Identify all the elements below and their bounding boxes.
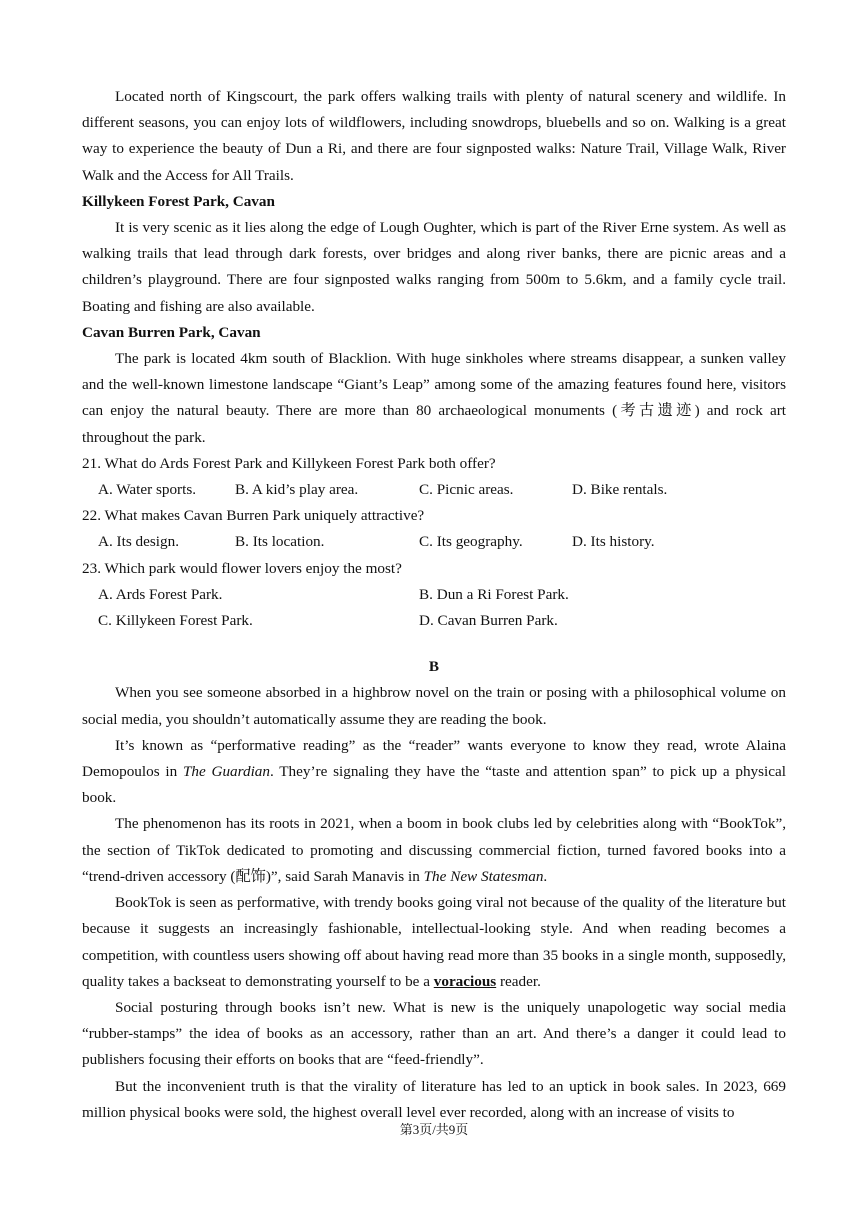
option-b: B. A kid’s play area. [235, 481, 359, 499]
option-c: C. Killykeen Forest Park. [98, 612, 253, 630]
question-21 [82, 451, 786, 503]
section-b-title: B [428, 658, 440, 676]
question-22 [82, 503, 786, 555]
question-stem: 21. What do Ards Forest Park and Killykeen Forest Park both offer? [82, 454, 496, 472]
option-a: A. Water sports. [98, 481, 197, 499]
source-guardian: The Guardian [182, 763, 270, 781]
page-number: 第3页/共9页 [399, 1122, 469, 1137]
question-stem: 23. Which park would flower lovers enjoy the most? [82, 559, 402, 577]
passage-b-paragraph-1: When you see someone absorbed in a highbrow novel on the train or posing with a philosophical volume on social media, you shouldn’t automatically assume they are reading the book. [82, 684, 786, 728]
source-new-statesman: The New Statesman [423, 867, 544, 885]
options-row [82, 582, 786, 608]
question-23 [82, 556, 786, 635]
option-a: A. Ards Forest Park. [98, 585, 223, 603]
dun-a-ri-paragraph: Located north of Kingscourt, the park offers walking trails with plenty of natural scenery and wildlife. In different seasons, you can enjoy lots of wildflowers, including snowdrops, bluebells and so on. Walking is a great way to experience the beauty of Dun a Ri, and there are four signposted walks: Nature Trail, Village Walk, River Walk and the Access for All Trails. [82, 88, 786, 184]
cavan-burren-paragraph: The park is located 4km south of Blacklion. With huge sinkholes where streams disappear, a sunken valley and the well-known limestone landscape “Giant’s Leap” among some of the amazing features found here, visitors can enjoy the natural beauty. There are more than 80 archaeological monuments (考古遗迹) and rock art throughout the park. [82, 350, 786, 446]
vocabulary-word: voracious [433, 972, 497, 990]
passage-b-paragraph-4 [82, 890, 786, 995]
option-c: C. Its geography. [419, 533, 523, 551]
question-stem: 22. What makes Cavan Burren Park uniquely attractive? [82, 507, 425, 525]
text-segment: . [543, 867, 548, 885]
options-row [82, 529, 786, 555]
option-b: B. Dun a Ri Forest Park. [419, 585, 569, 603]
text-segment: reader. [496, 972, 541, 990]
option-d: D. Its history. [572, 533, 655, 551]
options-row [82, 477, 786, 503]
text-segment: BookTok is seen as performative, with trendy books going viral not because of the quality of the literature but because it suggests an increasingly fashionable, intellectual-looking style. And when reading becomes a competition, with countless users showing off about having read more than 35 books in a single month, supposedly, quality takes a backseat to demonstrating yourself to be a [82, 894, 786, 990]
option-a: A. Its design. [98, 533, 179, 551]
option-d: D. Cavan Burren Park. [419, 612, 558, 630]
passage-b-paragraph-3 [82, 811, 786, 890]
option-c: C. Picnic areas. [419, 481, 514, 499]
passage-b-paragraph-2 [82, 733, 786, 812]
killykeen-heading: Killykeen Forest Park, Cavan [82, 192, 275, 210]
document-page [82, 84, 786, 1126]
cavan-burren-heading: Cavan Burren Park, Cavan [82, 323, 261, 341]
passage-b-paragraph-6: But the inconvenient truth is that the virality of literature has led to an uptick in book sales. In 2023, 669 million physical books were sold, the highest overall level ever recorded, along with an increase of visits to [82, 1077, 786, 1121]
option-d: D. Bike rentals. [572, 481, 668, 499]
text-segment: The phenomenon has its roots in 2021, when a boom in book clubs led by celebrities along with “BookTok”, the section of TikTok dedicated to promoting and discussing commercial fiction, turned favored books into a “trend-driven accessory (配饰)”, said Sarah Manavis in [82, 815, 786, 885]
options-row [82, 608, 786, 634]
passage-b-paragraph-5: Social posturing through books isn’t new. What is new is the uniquely unapologetic way social media “rubber-stamps” the idea of books as an accessory, rather than an art. And there’s a danger it could lead to publishers focusing their efforts on books that are “feed-friendly”. [82, 998, 786, 1069]
killykeen-paragraph: It is very scenic as it lies along the edge of Lough Oughter, which is part of the River Erne system. As well as walking trails that lead through dark forests, over bridges and along river banks, there are picnic areas and a children’s playground. There are four signposted walks ranging from 500m to 5.6km, and a family cycle trail. Boating and fishing are also available. [82, 219, 786, 315]
text-segment: . They’re signaling they have the “taste and attention span” to pick up a physical book. [82, 763, 786, 807]
option-b: B. Its location. [235, 533, 325, 551]
text-segment: It’s known as “performative reading” as the “reader” wants everyone to know they read, wrote Alaina Demopoulos in [82, 736, 786, 781]
